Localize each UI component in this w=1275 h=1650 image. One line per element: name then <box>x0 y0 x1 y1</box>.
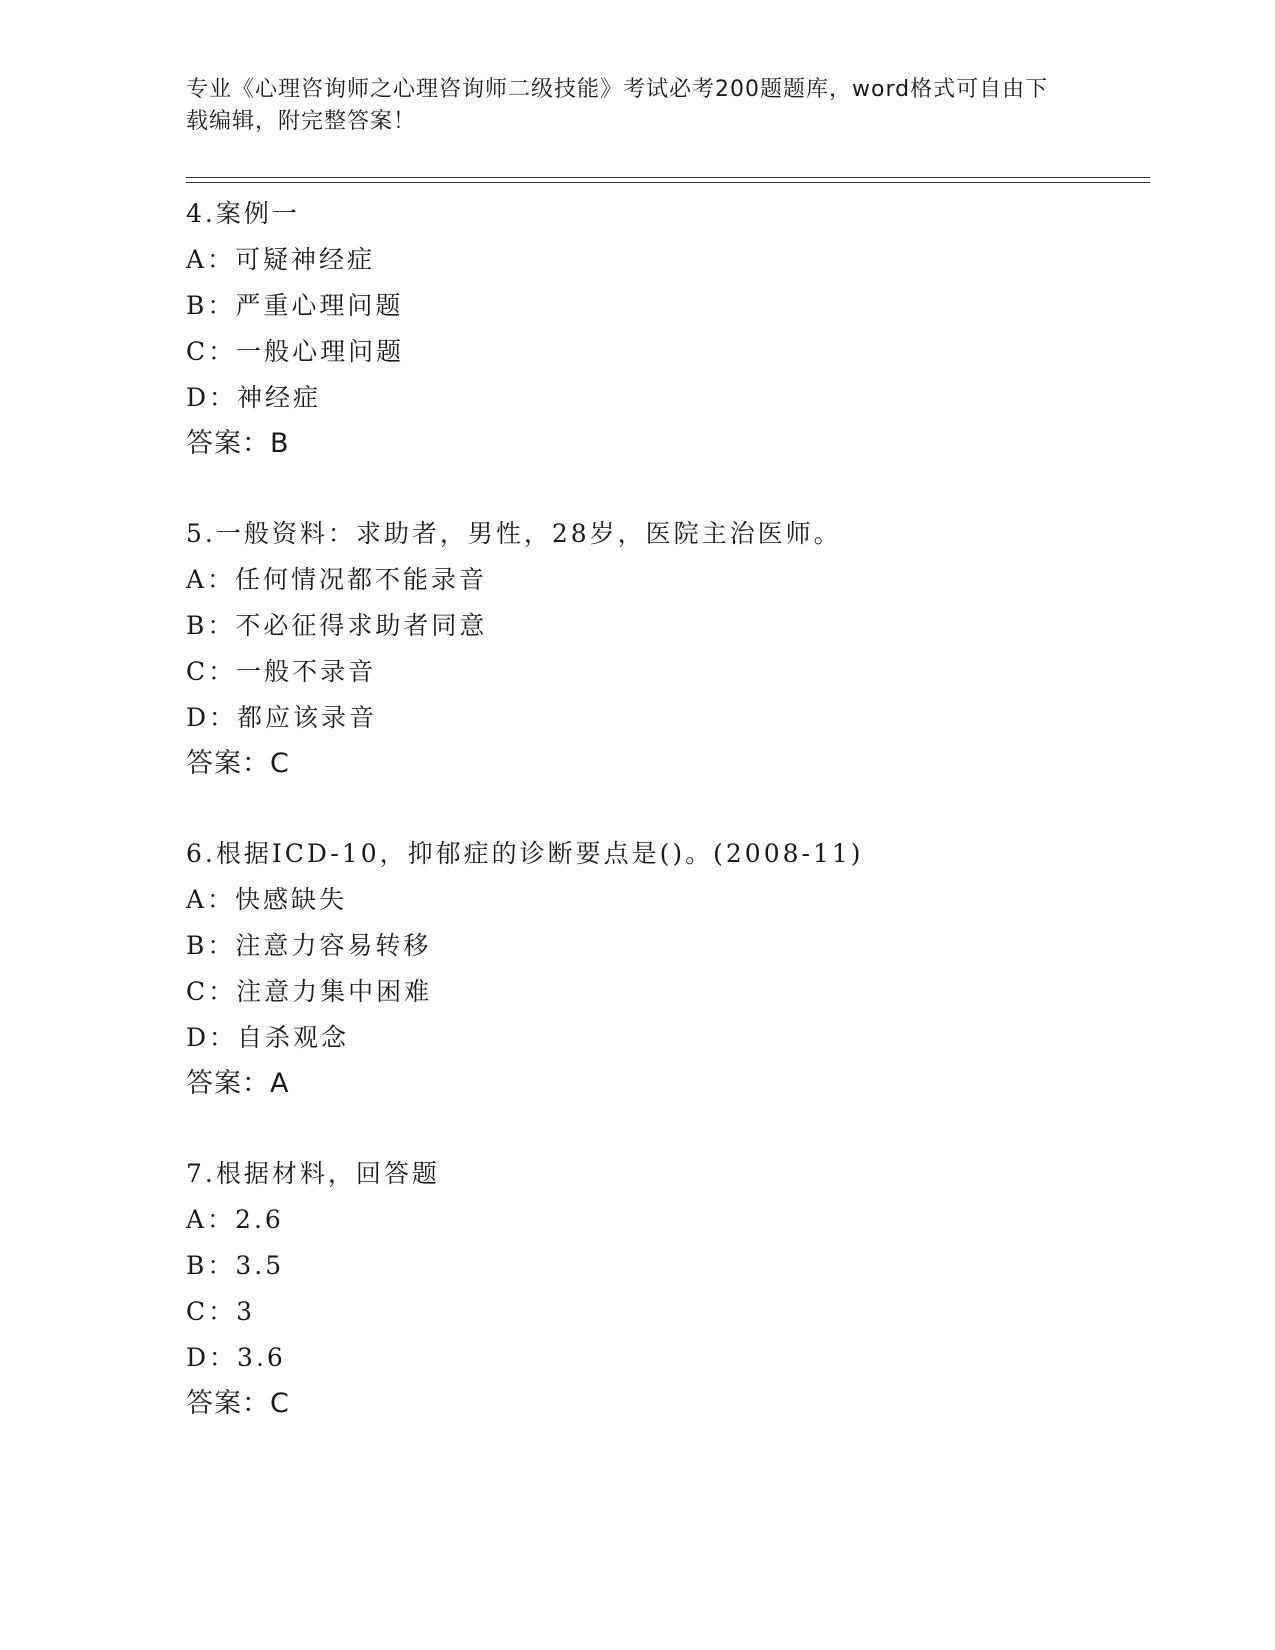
question-6 <box>186 831 1146 1107</box>
document-header: 专业《心理咨询师之心理咨询师二级技能》考试必考200题题库，word格式可自由下载编辑，附完整答案！ <box>186 77 1049 134</box>
option-c: C：3 <box>186 1297 256 1326</box>
option-d: D：3.6 <box>186 1343 286 1372</box>
answer-label: 答案：A <box>186 1068 290 1099</box>
question-5 <box>186 511 1146 787</box>
answer-label: 答案：C <box>186 748 290 779</box>
option-d: D：神经症 <box>186 383 322 412</box>
option-c: C：一般心理问题 <box>186 337 405 366</box>
question-stem: 7.根据材料，回答题 <box>186 1159 440 1188</box>
option-b: B：3.5 <box>186 1251 285 1280</box>
option-d: D：自杀观念 <box>186 1023 350 1052</box>
option-d: D：都应该录音 <box>186 703 378 732</box>
option-a: A：2.6 <box>186 1205 284 1234</box>
question-stem: 4.案例一 <box>186 199 300 228</box>
header-divider-bottom <box>186 182 1150 183</box>
option-b: B：不必征得求助者同意 <box>186 611 488 640</box>
option-b: B：严重心理问题 <box>186 291 404 320</box>
answer-label: 答案：C <box>186 1388 290 1419</box>
question-stem: 6.根据ICD-10，抑郁症的诊断要点是()。(2008-11) <box>186 839 864 868</box>
question-4 <box>186 191 1146 467</box>
header-divider-top <box>186 177 1150 178</box>
question-stem: 5.一般资料：求助者，男性，28岁，医院主治医师。 <box>186 519 842 548</box>
option-c: C：一般不录音 <box>186 657 377 686</box>
option-b: B：注意力容易转移 <box>186 931 432 960</box>
question-list <box>186 191 1146 1471</box>
option-a: A：快感缺失 <box>186 885 348 914</box>
option-a: A：任何情况都不能录音 <box>186 565 488 594</box>
question-7 <box>186 1151 1146 1427</box>
answer-label: 答案：B <box>186 428 290 459</box>
option-c: C：注意力集中困难 <box>186 977 433 1006</box>
option-a: A：可疑神经症 <box>186 245 376 274</box>
